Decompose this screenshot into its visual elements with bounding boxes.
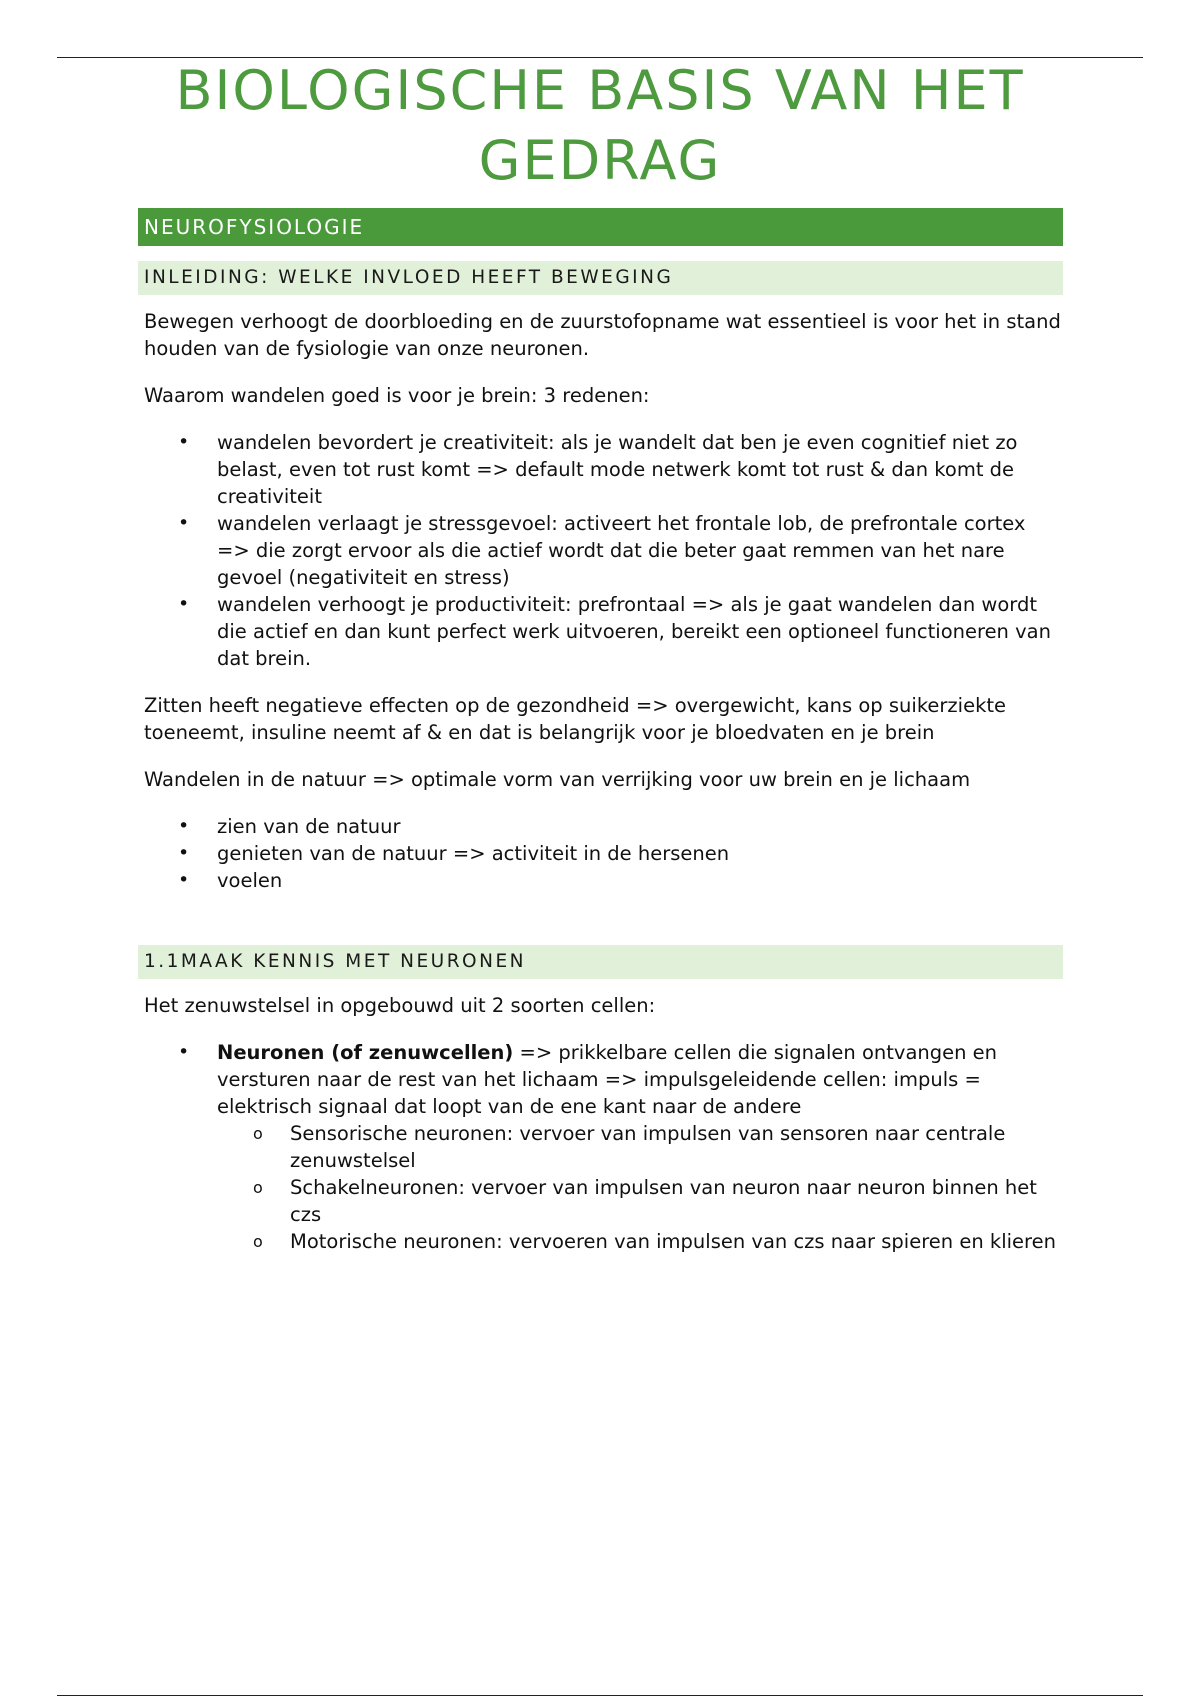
cell-types-list: [138, 1039, 1063, 1255]
paragraph-bewegen: Bewegen verhoogt de doorbloeding en de zuurstofopname wat essentieel is voor het in stand houden van de fysiologie van onze neuronen.: [144, 310, 1061, 360]
document-title: BIOLOGISCHE BASIS VAN HET GEDRAG: [175, 59, 1025, 192]
circle-bullet-icon: o: [253, 1232, 263, 1251]
list-item: o Motorische neuronen: vervoeren van impulsen van czs naar spieren en klieren: [253, 1230, 1056, 1253]
bullet-icon: •: [178, 1041, 190, 1063]
reasons-list: [138, 429, 1063, 672]
list-item: • voelen: [178, 869, 283, 892]
neuron-types-list: [217, 1120, 1063, 1255]
list-item: • Neuronen (of zenuwcellen) => prikkelbare cellen die signalen ontvangen en versturen naar de rest van het lichaam => impulsgeleidende cellen: impuls = elektrisch signaal dat loopt van de ene kant naar de andere o Sensorische neuronen: vervoer van impulsen van sensoren naar centrale zenuwstelsel o Schakelneuronen: vervoer van impulsen van neuron naar neuron binnen het czs o Motorische neuronen: vervoeren van impulsen van czs naar spieren en klieren: [138, 1039, 1063, 1255]
list-item: • wandelen bevordert je creativiteit: als je wandelt dat ben je even cognitief niet zo belast, even tot rust komt => default mode netwerk komt tot rust & dan komt de creativiteit: [178, 431, 1018, 508]
circle-bullet-icon: o: [253, 1124, 263, 1143]
bullet-icon: •: [178, 815, 190, 837]
list-item: • genieten van de natuur => activiteit in de hersenen: [178, 842, 730, 865]
list-item: • wandelen verhoogt je productiviteit: prefrontaal => als je gaat wandelen dan wordt die actief en dan kunt perfect werk uitvoeren, bereikt een optioneel functioneren van dat brein.: [178, 593, 1051, 670]
circle-bullet-icon: o: [253, 1178, 263, 1197]
paragraph-natuur: Wandelen in de natuur => optimale vorm van verrijking voor uw brein en je lichaam: [144, 768, 971, 791]
bullet-icon: •: [178, 593, 190, 615]
list-item: o Sensorische neuronen: vervoer van impulsen van sensoren naar centrale zenuwstelsel: [253, 1122, 1006, 1172]
bullet-icon: •: [178, 431, 190, 453]
document-body: [138, 208, 1063, 1255]
neuron-term: Neuronen (of zenuwcellen): [217, 1041, 514, 1064]
subheading-inleiding: INLEIDING: WELKE INVLOED HEEFT BEWEGING: [138, 261, 1063, 295]
subheading-neuronen: 1.1MAAK KENNIS MET NEURONEN: [138, 945, 1063, 979]
paragraph-zenuwstelsel: Het zenuwstelsel in opgebouwd uit 2 soorten cellen:: [144, 994, 656, 1017]
nature-list: [138, 813, 1063, 894]
paragraph-zitten: Zitten heeft negatieve effecten op de gezondheid => overgewicht, kans op suikerziekte toeneemt, insuline neemt af & en dat is belangrijk voor je bloedvaten en je brein: [144, 694, 1007, 744]
bullet-icon: •: [178, 842, 190, 864]
list-item: • zien van de natuur: [178, 815, 401, 838]
section-heading-neurofysiologie: NEUROFYSIOLOGIE: [138, 208, 1063, 246]
bullet-icon: •: [178, 869, 190, 891]
paragraph-waarom: Waarom wandelen goed is voor je brein: 3 redenen:: [144, 384, 650, 407]
list-item: o Schakelneuronen: vervoer van impulsen van neuron naar neuron binnen het czs: [253, 1176, 1037, 1226]
list-item: • wandelen verlaagt je stressgevoel: activeert het frontale lob, de prefrontale cortex => die zorgt ervoor als die actief wordt dat die beter gaat remmen van het nare gevoel (negativiteit en stress): [178, 512, 1026, 589]
bullet-icon: •: [178, 512, 190, 534]
bottom-rule: [57, 1695, 1143, 1696]
